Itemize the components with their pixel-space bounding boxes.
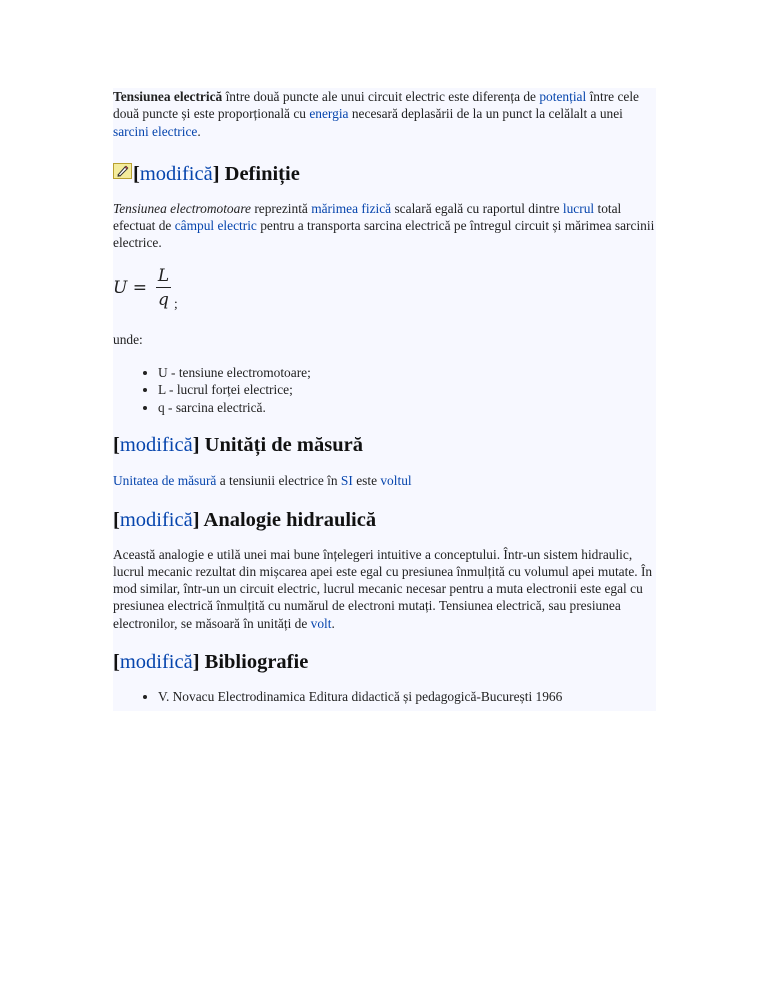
- link-voltul[interactable]: voltul: [380, 473, 412, 489]
- heading-title-unitati: Unități de măsură: [199, 434, 363, 457]
- edit-link-analogie[interactable]: modifică: [119, 508, 193, 531]
- formula-suffix: ;: [174, 295, 178, 311]
- heading-definitie: [113, 161, 656, 187]
- link-volt[interactable]: volt: [310, 615, 332, 631]
- intro-paragraph: [113, 88, 656, 140]
- fraction-bar: [156, 287, 171, 288]
- formula-denominator: q: [158, 289, 169, 310]
- unitati-text-2: este: [352, 473, 381, 489]
- heading-unitati: [113, 432, 656, 458]
- edit-open-bracket: [: [113, 651, 120, 674]
- formula-numerator: L: [157, 265, 170, 286]
- heading-bibliografie: [113, 649, 656, 675]
- unde-label: unde:: [113, 331, 143, 347]
- pencil-icon[interactable]: [113, 163, 132, 179]
- link-sarcini-electrice[interactable]: sarcini electrice: [113, 123, 198, 139]
- intro-term: Tensiunea electrică: [113, 89, 223, 104]
- definitie-text-1: reprezintă: [250, 200, 312, 216]
- article-content: [113, 88, 656, 711]
- edit-open-bracket: [: [113, 434, 120, 457]
- bibliografie-list: [113, 688, 656, 705]
- edit-close-bracket: ]: [212, 162, 220, 185]
- formula-fraction: [156, 266, 171, 310]
- link-si[interactable]: SI: [340, 473, 353, 489]
- link-energia[interactable]: energia: [309, 106, 349, 122]
- edit-close-bracket: ]: [192, 651, 200, 674]
- analogie-text-end: .: [331, 615, 335, 631]
- link-marimea-fizica[interactable]: mărimea fizică: [311, 200, 392, 216]
- heading-title-bibliografie: Bibliografie: [199, 651, 309, 674]
- definitie-term: Tensiunea electromotoare: [113, 200, 251, 216]
- edit-close-bracket: ]: [192, 508, 200, 531]
- edit-open-bracket: [: [133, 162, 140, 185]
- formula-lhs: U =: [113, 277, 147, 298]
- unitati-paragraph: [113, 472, 656, 489]
- formula: [113, 266, 656, 322]
- link-campul-electric[interactable]: câmpul electric: [174, 218, 257, 234]
- list-item: • V. Novacu Electrodinamica Editura didactică și pedagogică-București 1966: [158, 688, 656, 705]
- list-item: • U - tensiune electromotoare;: [158, 364, 656, 381]
- intro-text-1: între două puncte ale unui circuit electric este diferența de: [222, 89, 540, 104]
- analogie-text: Această analogie e utilă unei mai bune înțelegeri intuitive a conceptului. Într-un sistem hidraulic, lucrul mecanic rezultat din mișcarea apei este egal cu presiunea înmulțită cu volumul apei mutate. În mod similar, într-un un circuit electric, lucrul mecanic necesar pentru a muta electronii este egal cu presiunea electrică înmulțită cu numărul de electroni mutați. Tensiunea electrică, sau presiunea electronilor, se măsoară în unități de: [113, 546, 653, 631]
- heading-title-definitie: Definiție: [219, 162, 300, 185]
- intro-text-2: între cele două puncte și este proporțională cu: [113, 89, 640, 122]
- definitie-paragraph: [113, 200, 656, 252]
- definitie-text-3: total efectuat de: [113, 200, 622, 234]
- link-potential[interactable]: potențial: [539, 89, 587, 104]
- edit-link-unitati[interactable]: modifică: [119, 434, 193, 457]
- list-item: • L - lucrul forței electrice;: [158, 381, 656, 398]
- heading-title-analogie: Analogie hidraulică: [199, 508, 377, 531]
- edit-link-bibliografie[interactable]: modifică: [119, 651, 193, 674]
- unitati-text-1: a tensiunii electrice în: [216, 473, 341, 489]
- link-lucrul[interactable]: lucrul: [562, 200, 595, 216]
- definitie-text-4: pentru a transporta sarcina electrică pe întregul circuit și mărimea sarcinii electrice.: [113, 218, 655, 251]
- analogie-paragraph: [113, 546, 656, 632]
- heading-analogie: [113, 507, 656, 533]
- edit-close-bracket: ]: [192, 434, 200, 457]
- intro-text-4: .: [197, 123, 201, 139]
- definitie-text-2: scalară egală cu raportul dintre: [391, 200, 563, 216]
- definitie-list: [113, 364, 656, 416]
- intro-text-3: necesară deplasării de la un punct la celălalt a unei: [348, 106, 623, 122]
- edit-link-definitie[interactable]: modifică: [139, 162, 213, 185]
- list-item: • q - sarcina electrică.: [158, 399, 656, 416]
- edit-open-bracket: [: [113, 508, 120, 531]
- link-unitatea-de-masura[interactable]: Unitatea de măsură: [113, 473, 217, 489]
